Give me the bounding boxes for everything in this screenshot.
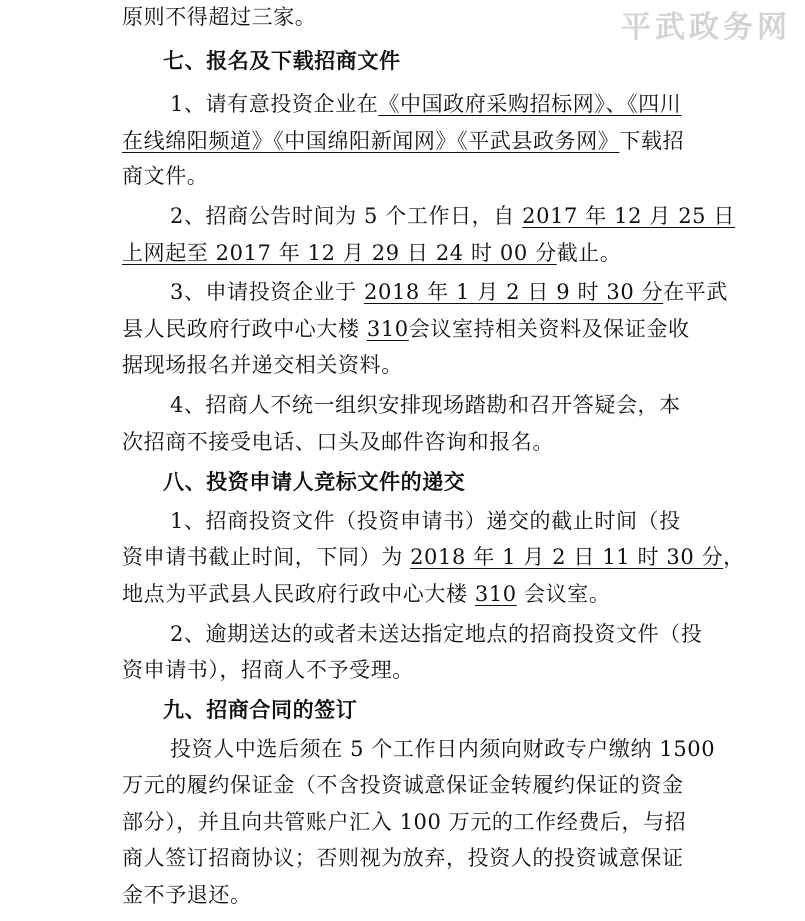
paragraph-line xyxy=(170,201,735,231)
paragraph-line xyxy=(122,579,610,609)
paragraph-line xyxy=(170,89,681,119)
paragraph-line xyxy=(170,619,702,649)
paragraph-line xyxy=(122,2,316,32)
text-run: 会议室。 xyxy=(516,582,611,606)
text-run: 部分），并且向共管账户汇入 100 万元的工作经费后，与招 xyxy=(122,810,687,834)
section-heading-7 xyxy=(163,46,401,76)
underlined-text: 2017 年 12 月 25 日 xyxy=(522,204,736,228)
heading-text: 八、投资申请人竞标文件的递交 xyxy=(163,470,466,494)
paragraph-line xyxy=(122,126,684,156)
paragraph-line xyxy=(122,238,622,268)
text-run: 金不予退还。 xyxy=(122,883,252,907)
heading-text: 九、招商合同的签订 xyxy=(163,698,358,722)
text-run: 原则不得超过三家。 xyxy=(122,5,317,29)
text-run: 下载招 xyxy=(619,129,685,153)
text-run: 截止。 xyxy=(556,241,622,265)
paragraph-line xyxy=(170,390,681,420)
paragraph-line xyxy=(122,161,208,191)
paragraph-line xyxy=(122,807,686,837)
text-run: 会议室持相关资料及保证金收 xyxy=(408,317,690,341)
paragraph-line xyxy=(170,506,681,536)
text-run: 投资人中选后须在 5 个工作日内须向财政专户缴纳 1500 xyxy=(170,737,716,761)
underlined-text: 2018 年 1 月 2 日 11 时 30 分 xyxy=(410,545,724,569)
watermark-text: 平武政务网 xyxy=(621,10,791,45)
paragraph-line xyxy=(170,277,728,307)
text-run: 万元的履约保证金（不含投资诚意保证金转履约保证的资金 xyxy=(122,773,684,797)
text-run: 据现场报名并递交相关资料。 xyxy=(122,353,403,377)
heading-text: 七、报名及下载招商文件 xyxy=(163,49,401,73)
text-run: ， xyxy=(723,545,745,569)
underlined-text: 310 xyxy=(366,317,409,341)
text-run: 地点为平武县人民政府行政中心大楼 xyxy=(122,582,475,606)
text-run: 商人签订招商协议；否则视为放弃，投资人的投资诚意保证 xyxy=(122,846,684,870)
text-run: 2、逾期送达的或者未送达指定地点的招商投资文件（投 xyxy=(170,622,703,646)
text-run: 商文件。 xyxy=(122,164,209,188)
paragraph-line xyxy=(122,314,690,344)
paragraph-line xyxy=(170,734,715,764)
underlined-text: 《中国政府采购招标网》、《四川 xyxy=(378,92,682,116)
underlined-text: 上网起至 2017 年 12 月 29 日 24 时 00 分 xyxy=(122,241,557,265)
text-run: 1、招商投资文件（投资申请书）递交的截止时间（投 xyxy=(170,509,681,533)
text-run: 1、请有意投资企业在 xyxy=(170,92,379,116)
paragraph-line xyxy=(122,542,745,572)
paragraph-line xyxy=(122,770,684,800)
paragraph-line xyxy=(122,655,414,685)
paragraph-line xyxy=(122,843,684,873)
underlined-text: 310 xyxy=(474,582,517,606)
paragraph-line xyxy=(122,427,554,457)
text-run: 资申请书），招商人不予受理。 xyxy=(122,658,414,682)
text-run: 3、申请投资企业于 xyxy=(170,280,365,304)
text-run: 在平武 xyxy=(663,280,728,304)
paragraph-line xyxy=(122,350,403,380)
section-heading-8 xyxy=(163,467,465,497)
text-run: 2、招商公告时间为 5 个工作日，自 xyxy=(170,204,523,228)
section-heading-9 xyxy=(163,695,357,725)
text-run: 县人民政府行政中心大楼 xyxy=(122,317,367,341)
text-run: 资申请书截止时间，下同）为 xyxy=(122,545,411,569)
text-run: 4、招商人不统一组织安排现场踏勘和召开答疑会，本 xyxy=(170,393,681,417)
paragraph-line xyxy=(122,880,252,910)
underlined-text: 在线绵阳频道》《中国绵阳新闻网》《平武县政务网》 xyxy=(122,129,620,153)
text-run: 次招商不接受电话、口头及邮件咨询和报名。 xyxy=(122,430,554,454)
underlined-text: 2018 年 1 月 2 日 9 时 30 分 xyxy=(364,280,664,304)
